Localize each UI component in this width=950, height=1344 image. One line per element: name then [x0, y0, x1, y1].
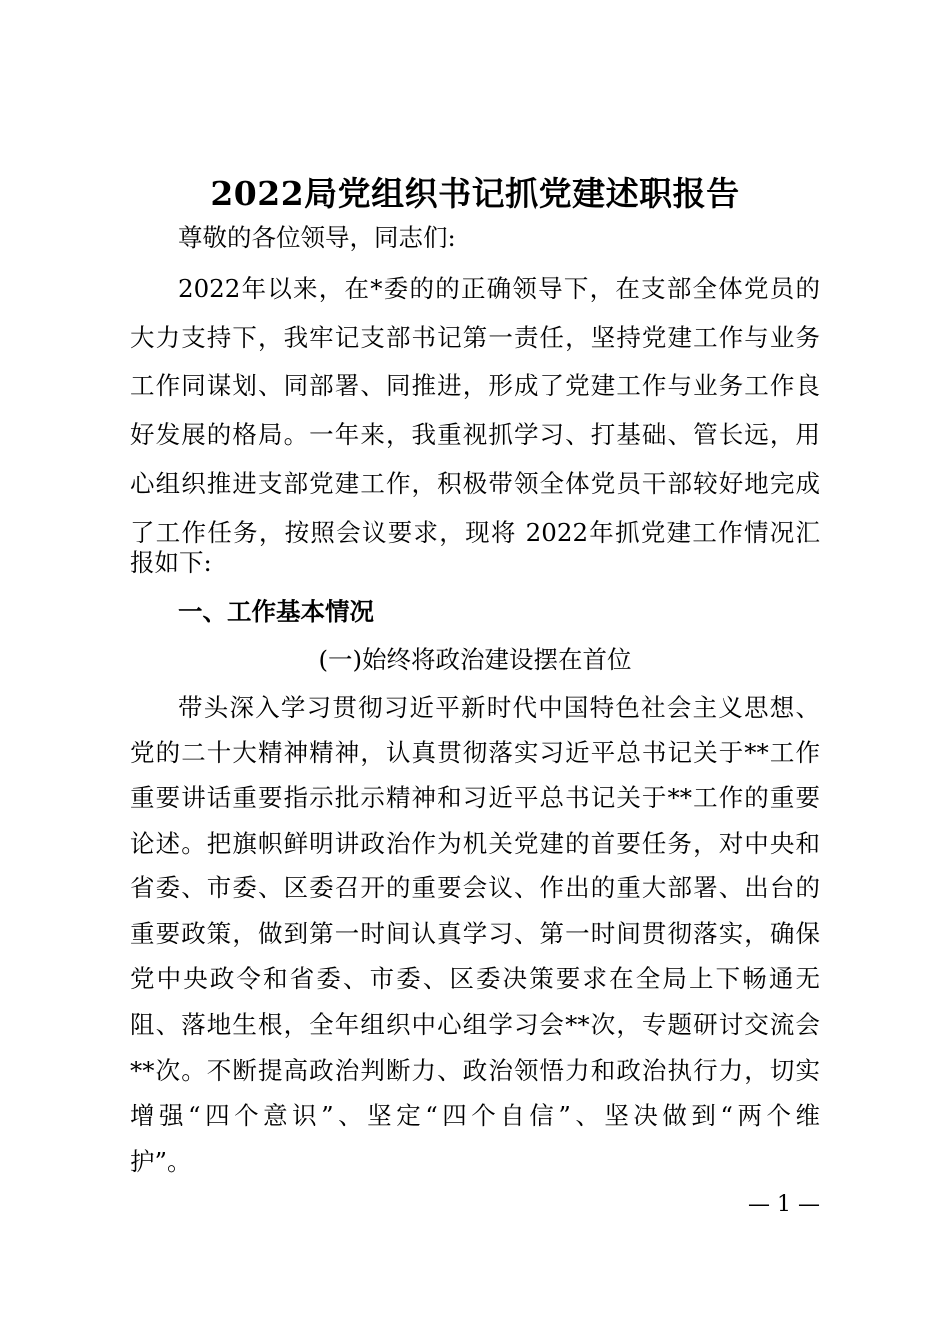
subsection-heading: (一)始终将政治建设摆在首位 — [318, 645, 632, 674]
body-line: 重要讲话重要指示批示精神和习近平总书记关于**工作的重要 — [130, 783, 820, 812]
body-line: 带头深入学习贯彻习近平新时代中国特色社会主义思想、 — [178, 693, 820, 722]
page-number: — 1 — — [748, 1192, 820, 1217]
body-line: 党中央政令和省委、市委、区委决策要求在全局上下畅通无 — [130, 964, 820, 993]
greeting: 尊敬的各位领导，同志们: — [178, 223, 456, 252]
section-heading: 一、工作基本情况 — [178, 597, 374, 626]
body-line: 护”。 — [130, 1147, 192, 1176]
body-line: 党的二十大精神精神，认真贯彻落实习近平总书记关于**工作 — [130, 738, 820, 767]
intro-line: 了工作任务，按照会议要求，现将 2022年抓党建工作情况汇 — [130, 518, 820, 547]
intro-line: 报如下: — [130, 548, 212, 577]
intro-line: 2022年以来，在*委的的正确领导下，在支部全体党员的 — [178, 274, 820, 303]
body-line: **次。不断提高政治判断力、政治领悟力和政治执行力，切实 — [130, 1056, 820, 1085]
intro-line: 心组织推进支部党建工作，积极带领全体党员干部较好地完成 — [130, 469, 820, 498]
body-line: 阻、落地生根，全年组织中心组学习会**次，专题研讨交流会 — [130, 1010, 820, 1039]
intro-line: 大力支持下，我牢记支部书记第一责任，坚持党建工作与业务 — [130, 323, 820, 352]
body-line: 论述。把旗帜鲜明讲政治作为机关党建的首要任务，对中央和 — [130, 829, 820, 858]
intro-line: 工作同谋划、同部署、同推进，形成了党建工作与业务工作良 — [130, 371, 820, 400]
intro-line: 好发展的格局。一年来，我重视抓学习、打基础、管长远，用 — [130, 420, 820, 449]
document-title: 2022局党组织书记抓党建述职报告 — [210, 174, 740, 213]
body-line: 省委、市委、区委召开的重要会议、作出的重大部署、出台的 — [130, 873, 820, 902]
body-line: 重要政策，做到第一时间认真学习、第一时间贯彻落实，确保 — [130, 919, 820, 948]
body-line: 增强“四个意识”、坚定“四个自信”、坚决做到“两个维 — [130, 1101, 820, 1130]
